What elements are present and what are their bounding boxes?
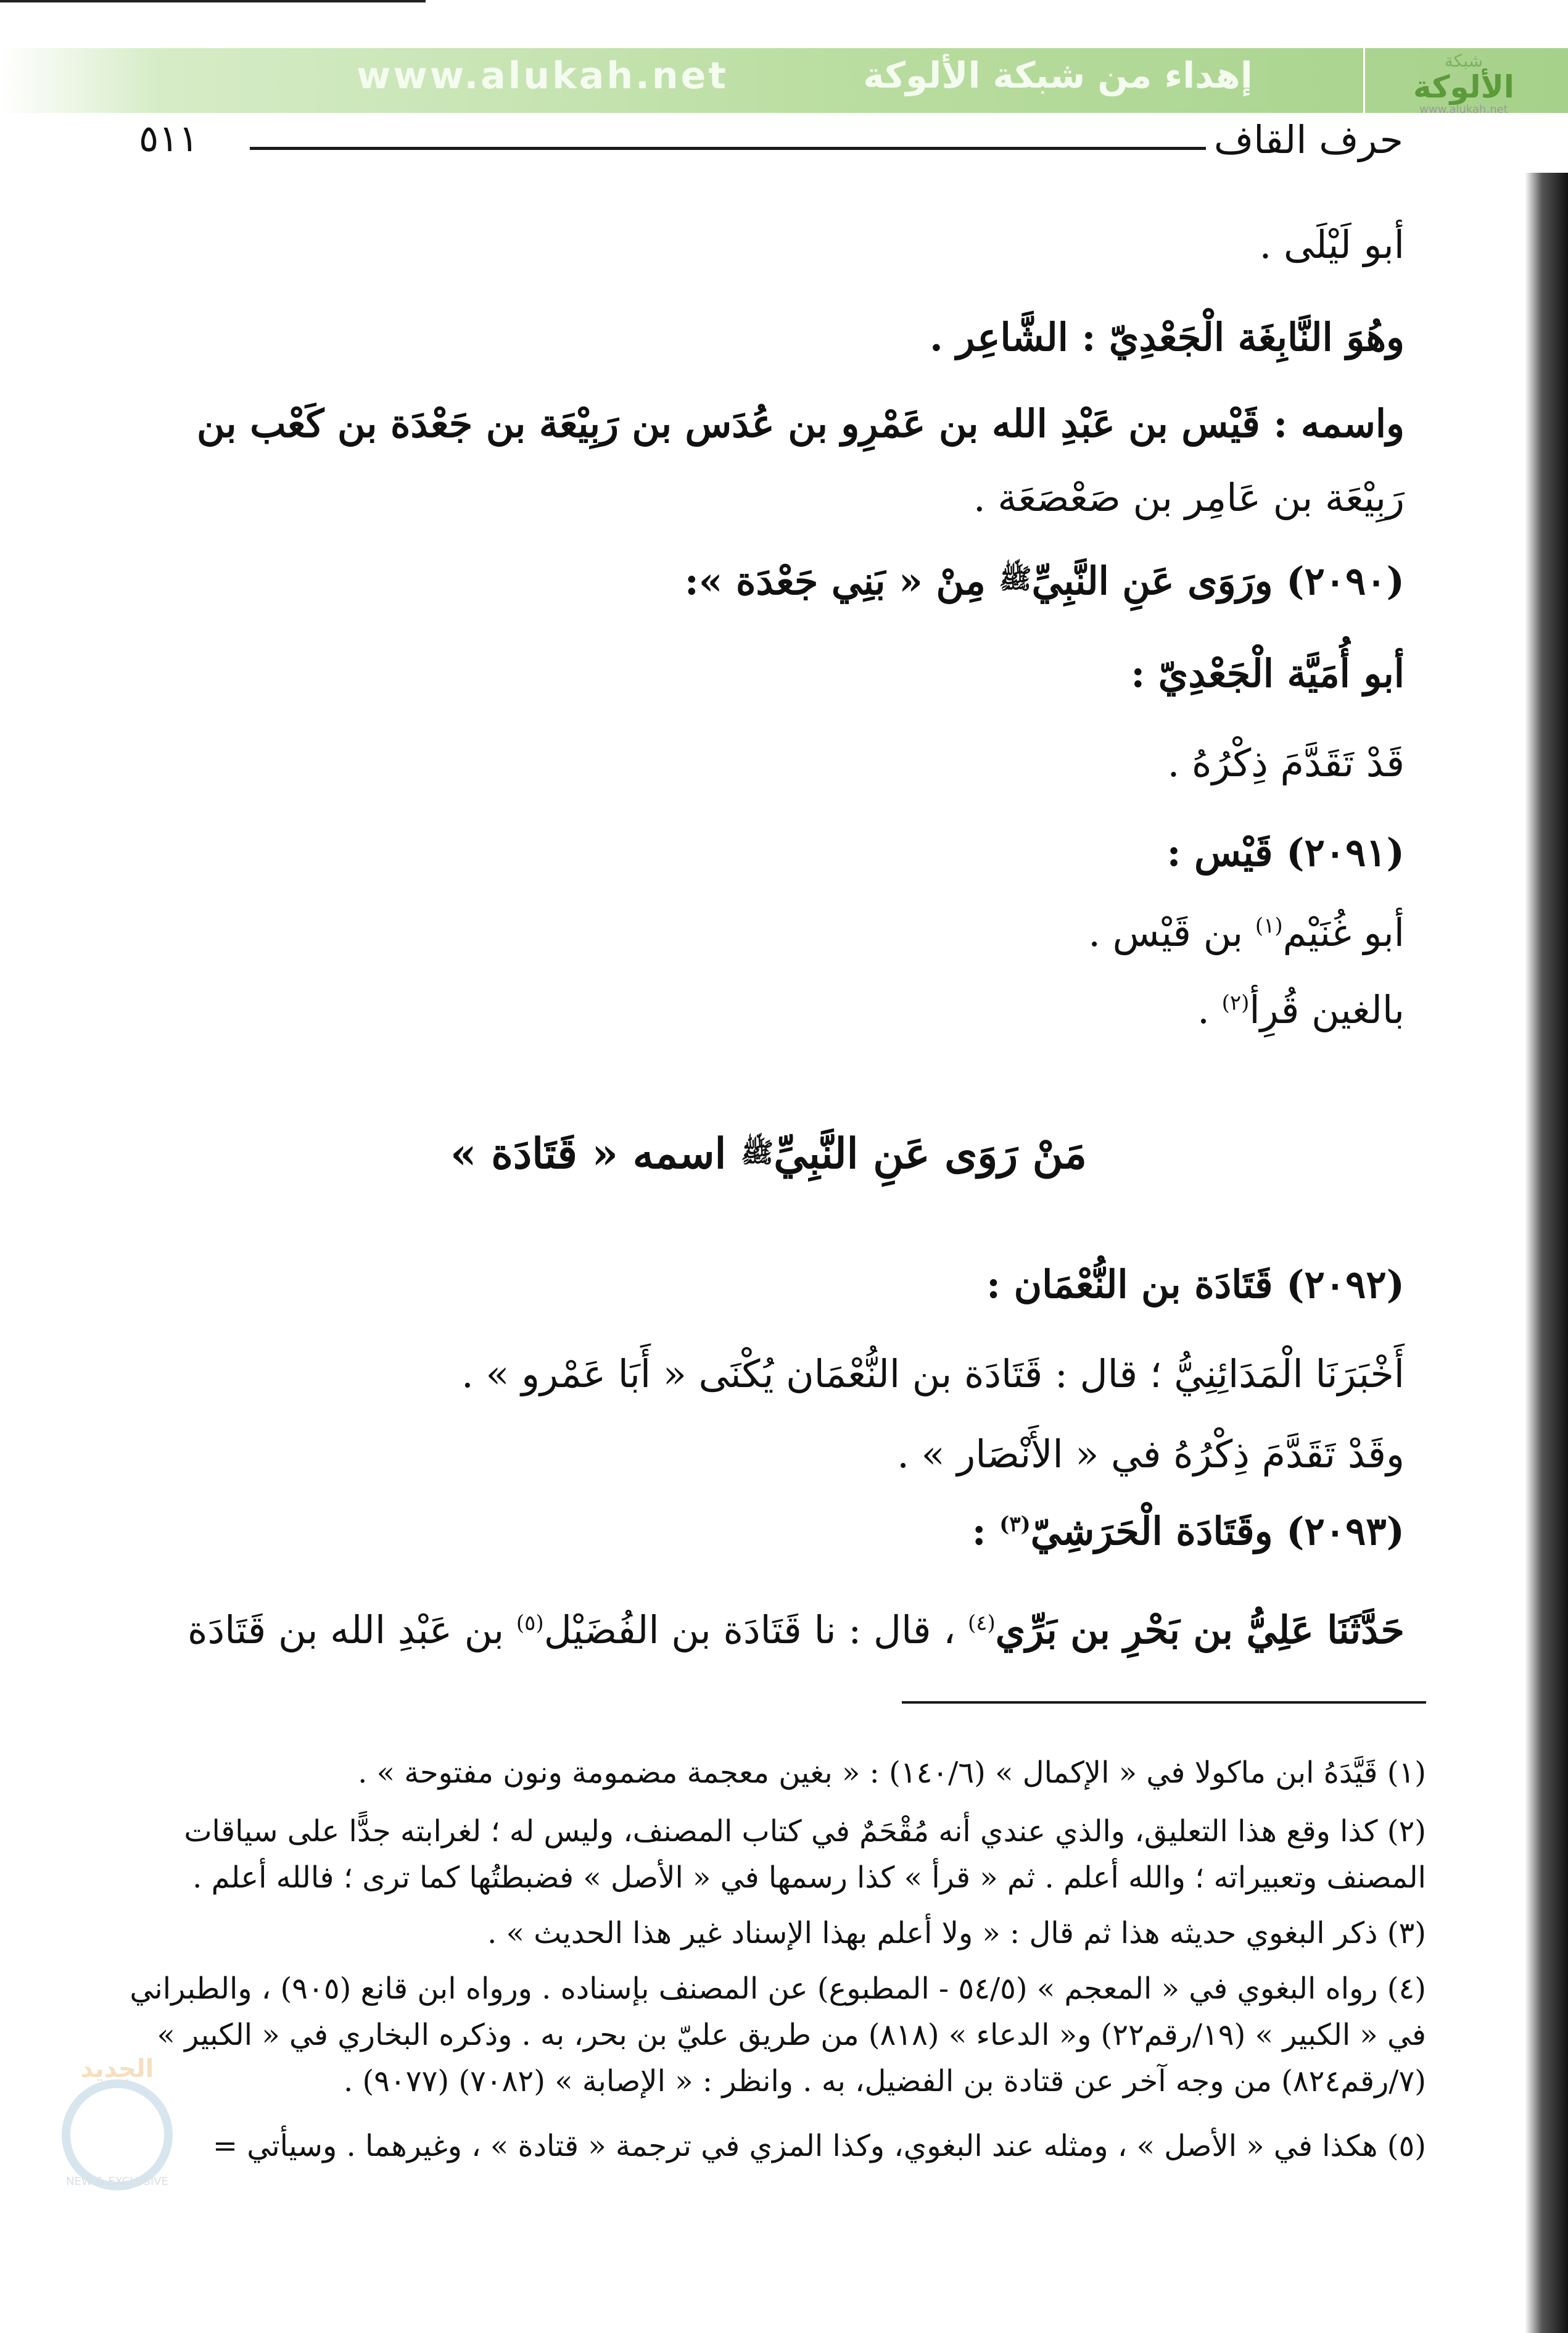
text-line bbox=[197, 401, 1405, 446]
text-fragment: اسمه « قَتَادَة » bbox=[450, 1129, 741, 1179]
footnote: (٢) كذا وقع هذا التعليق، والذي عندي أنه مُقْحَمٌ في كتاب المصنف، وليس له ؛ لغرابته جدًّا على سياقات bbox=[184, 1814, 1426, 1849]
entry-heading: (٢٠٩٢) قَتَادَة بن النُّعْمَان : bbox=[986, 1262, 1405, 1307]
sallam-glyph: ﷺ bbox=[741, 1137, 774, 1169]
banner-gift-text: إهداء من شبكة الألوكة bbox=[863, 54, 1253, 96]
footnote: المصنف وتعبيراته ؛ والله أعلم . ثم « قرأ » كذا رسمها في « الأصل » فضبطتُها كما ترى ؛ فالله أعلم . bbox=[192, 1860, 1426, 1895]
scan-edge-shadow bbox=[1525, 173, 1568, 2333]
text-line: أبو لَيْلَى . bbox=[1259, 222, 1405, 267]
chapter-title: حرف القاف bbox=[1213, 117, 1403, 162]
entry-heading: (٢٠٩١) قَيْس : bbox=[1166, 830, 1405, 875]
footnote: (٤) رواه البغوي في « المعجم » (٥٤/٥ - المطبوع) عن المصنف بإسناده . ورواه ابن قانع (٩٠٥) ، والطبراني bbox=[130, 1971, 1426, 2006]
footnote-ref[interactable]: (٣) bbox=[999, 1512, 1031, 1537]
entry-heading bbox=[972, 1509, 1405, 1554]
footnote-ref[interactable]: (٤) bbox=[967, 1610, 996, 1636]
text-line: أَخْبَرَنَا الْمَدَائِنِيُّ ؛ قال : قَتَادَة بن النُّعْمَان يُكْنَى « أَبَا عَمْرو » . bbox=[461, 1351, 1405, 1396]
top-rule bbox=[0, 0, 1568, 6]
text-line: وقَدْ تَقَدَّمَ ذِكْرُهُ في « الأَنْصَار » . bbox=[897, 1432, 1405, 1477]
text-fragment: حَدَّثَنَا عَلِيُّ بن بَحْرِ بن بَرِّي bbox=[995, 1607, 1405, 1652]
stamp-ring bbox=[62, 2079, 173, 2190]
footnote: (٣) ذكر البغوي حديثه هذا ثم قال : « ولا أعلم بهذا الإسناد غير هذا الحديث » . bbox=[487, 1916, 1426, 1950]
text-fragment: مِنْ « بَنِي جَعْدَة »: bbox=[684, 558, 999, 603]
footnote: (٥) هكذا في « الأصل » ، ومثله عند البغوي، وكذا المزي في ترجمة « قتادة » ، وغيرهما . وسيأتي = bbox=[212, 2129, 1426, 2163]
section-heading bbox=[133, 1129, 1405, 1179]
header-rule bbox=[250, 147, 1206, 150]
site-banner bbox=[0, 48, 1568, 116]
text-line: وهُوَ النَّابِغَة الْجَعْدِيّ : الشَّاعِر . bbox=[930, 315, 1405, 360]
entry-heading bbox=[685, 558, 1405, 603]
text-fragment: (٢٠٩٣) وقَتَادَة الْحَرَشِيّ bbox=[1030, 1509, 1405, 1554]
text-fragment: مَنْ رَوَى عَنِ النَّبِيِّ bbox=[774, 1129, 1087, 1179]
footnote-ref[interactable]: (٥) bbox=[516, 1610, 544, 1636]
stamp-bottom-text: NEW & EXCLUSIVE bbox=[66, 2175, 168, 2188]
text-fragment: ، قال : نا قَتَادَة بن الفُضَيْل bbox=[543, 1607, 968, 1652]
text-fragment: (٢٠٩٠) ورَوَى عَنِ النَّبِيِّ bbox=[1031, 558, 1405, 603]
text-line bbox=[1088, 910, 1405, 955]
footnote-ref[interactable]: (٢) bbox=[1221, 990, 1250, 1016]
text-fragment: بن عَبْدِ الله بن قَتَادَة bbox=[187, 1607, 516, 1652]
footnote: في « الكبير » (١٩/رقم٢٢) و« الدعاء » (٨١٨) من طريق عليّ بن بحر، به . وذكره البخاري في « الكبير » bbox=[157, 2018, 1426, 2052]
text-line: رَبِيْعَة بن عَامِر بن صَعْصَعَة . bbox=[973, 475, 1405, 520]
alukah-logo[interactable] bbox=[1363, 48, 1562, 116]
logo-url: www.alukah.net bbox=[1419, 103, 1508, 116]
sallam-glyph: ﷺ bbox=[999, 563, 1032, 595]
text-fragment: أبو غُنَيْم bbox=[1282, 910, 1405, 955]
footnote-ref[interactable]: (١) bbox=[1255, 913, 1283, 939]
text-fragment: بن قَيْس . bbox=[1088, 910, 1255, 955]
text-line: أبو أُمَيَّة الْجَعْدِيّ : bbox=[1131, 651, 1405, 696]
text-fragment: . bbox=[1197, 987, 1222, 1032]
stamp-top-text: الجديد bbox=[80, 2055, 154, 2083]
text-line bbox=[1197, 987, 1405, 1032]
footnote: (٧/رقم٨٢٤) من وجه آخر عن قتادة بن الفضيل، به . وانظر : « الإصابة » (٧٠٨٢) (٩٠٧٧) . bbox=[343, 2064, 1426, 2099]
footnote: (١) قَيَّدَهُ ابن ماكولا في « الإكمال » (١٤٠/٦) : « بغين معجمة مضمومة ونون مفتوحة » . bbox=[358, 1755, 1426, 1790]
banner-url[interactable]: www.alukah.net bbox=[357, 54, 729, 97]
text-fragment: : bbox=[972, 1509, 1000, 1554]
page-number: ٥١١ bbox=[139, 117, 199, 160]
watermark-stamp bbox=[25, 2055, 210, 2197]
logo-small-text: شبكة bbox=[1444, 51, 1483, 71]
text-line bbox=[188, 1607, 1405, 1652]
text-line: قَدْ تَقَدَّمَ ذِكْرُهُ . bbox=[1167, 740, 1405, 785]
logo-name: الألوكة bbox=[1413, 69, 1514, 105]
running-head bbox=[139, 117, 1403, 173]
text-fragment: واسمه : قَيْس بن عَبْدِ الله بن عَمْرِو بن عُدَس بن رَبِيْعَة بن جَعْدَة بن كَعْب بن bbox=[197, 401, 1405, 446]
footnote-rule bbox=[902, 1701, 1426, 1704]
text-fragment: بالغين قُرِأ bbox=[1249, 987, 1405, 1032]
